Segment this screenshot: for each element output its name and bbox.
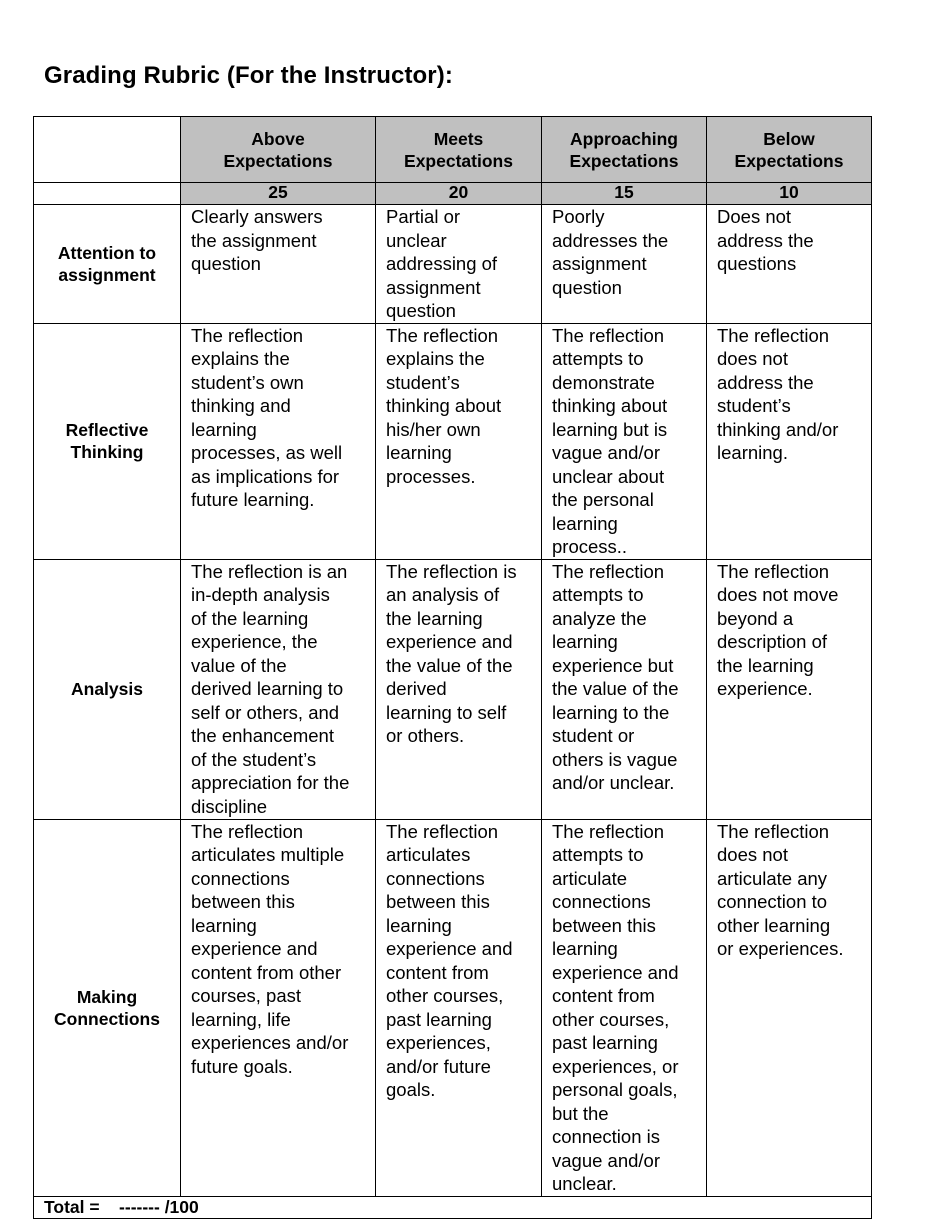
descriptor-cell: The reflection does not address the student’s thinking and/or learning. [707,323,872,559]
total-row [34,1196,872,1218]
rubric-row [34,819,872,1196]
column-header-label: Below Expectations [734,128,844,171]
column-header-label: Meets Expectations [404,128,513,171]
column-header [542,117,707,183]
descriptor-cell: Partial or unclear addressing of assignment question [376,205,542,324]
rubric-row [34,559,872,819]
descriptor-cell: The reflection attempts to analyze the learning experience but the value of the learning to the student or others is vague and/or unclear. [542,559,707,819]
header-row [34,117,872,183]
column-header [181,117,376,183]
descriptor-cell: Does not address the questions [707,205,872,324]
criterion-label: Reflective Thinking [65,420,149,462]
criterion-cell [34,205,181,324]
descriptor-cell: The reflection is an analysis of the learning experience and the value of the derived learning to self or others. [376,559,542,819]
descriptor-cell: The reflection is an in-depth analysis of the learning experience, the value of the derived learning to self or others, and the enhancement of the student’s appreciation for the discipline [181,559,376,819]
descriptor-cell: Poorly addresses the assignment question [542,205,707,324]
points-row [34,183,872,205]
corner-cell [34,183,181,205]
criterion-cell [34,323,181,559]
descriptor-cell: The reflection articulates multiple connections between this learning experience and content from other courses, past learning, life experiences and/or future goals. [181,819,376,1196]
descriptor-cell: The reflection articulates connections between this learning experience and content from other courses, past learning experiences, and/or future goals. [376,819,542,1196]
page-title: Grading Rubric (For the Instructor): [44,62,453,89]
corner-cell [34,117,181,183]
column-header-label: Approaching Expectations [569,128,679,171]
points-cell: 10 [707,183,872,205]
criterion-cell [34,559,181,819]
criterion-cell [34,819,181,1196]
column-header [707,117,872,183]
points-cell: 25 [181,183,376,205]
descriptor-cell: The reflection attempts to articulate connections between this learning experience and content from other courses, past learning experiences, or personal goals, but the connection is vague and/or unclear. [542,819,707,1196]
descriptor-cell: The reflection does not articulate any connection to other learning or experiences. [707,819,872,1196]
descriptor-cell: Clearly answers the assignment question [181,205,376,324]
criterion-label: Attention to assignment [57,242,157,285]
rubric-row [34,205,872,324]
points-cell: 20 [376,183,542,205]
descriptor-cell: The reflection attempts to demonstrate thinking about learning but is vague and/or unclear about the personal learning process.. [542,323,707,559]
criterion-label: Analysis [71,679,143,699]
points-cell: 15 [542,183,707,205]
grading-rubric-table [33,116,872,1219]
descriptor-cell: The reflection explains the student’s own thinking and learning processes, as well as implications for future learning. [181,323,376,559]
descriptor-cell: The reflection does not move beyond a description of the learning experience. [707,559,872,819]
descriptor-cell: The reflection explains the student’s thinking about his/her own learning processes. [376,323,542,559]
total-cell: Total = ------- /100 [34,1196,872,1218]
criterion-label: Making Connections [54,986,160,1029]
rubric-row [34,323,872,559]
column-header-label: Above Expectations [223,128,333,171]
column-header [376,117,542,183]
